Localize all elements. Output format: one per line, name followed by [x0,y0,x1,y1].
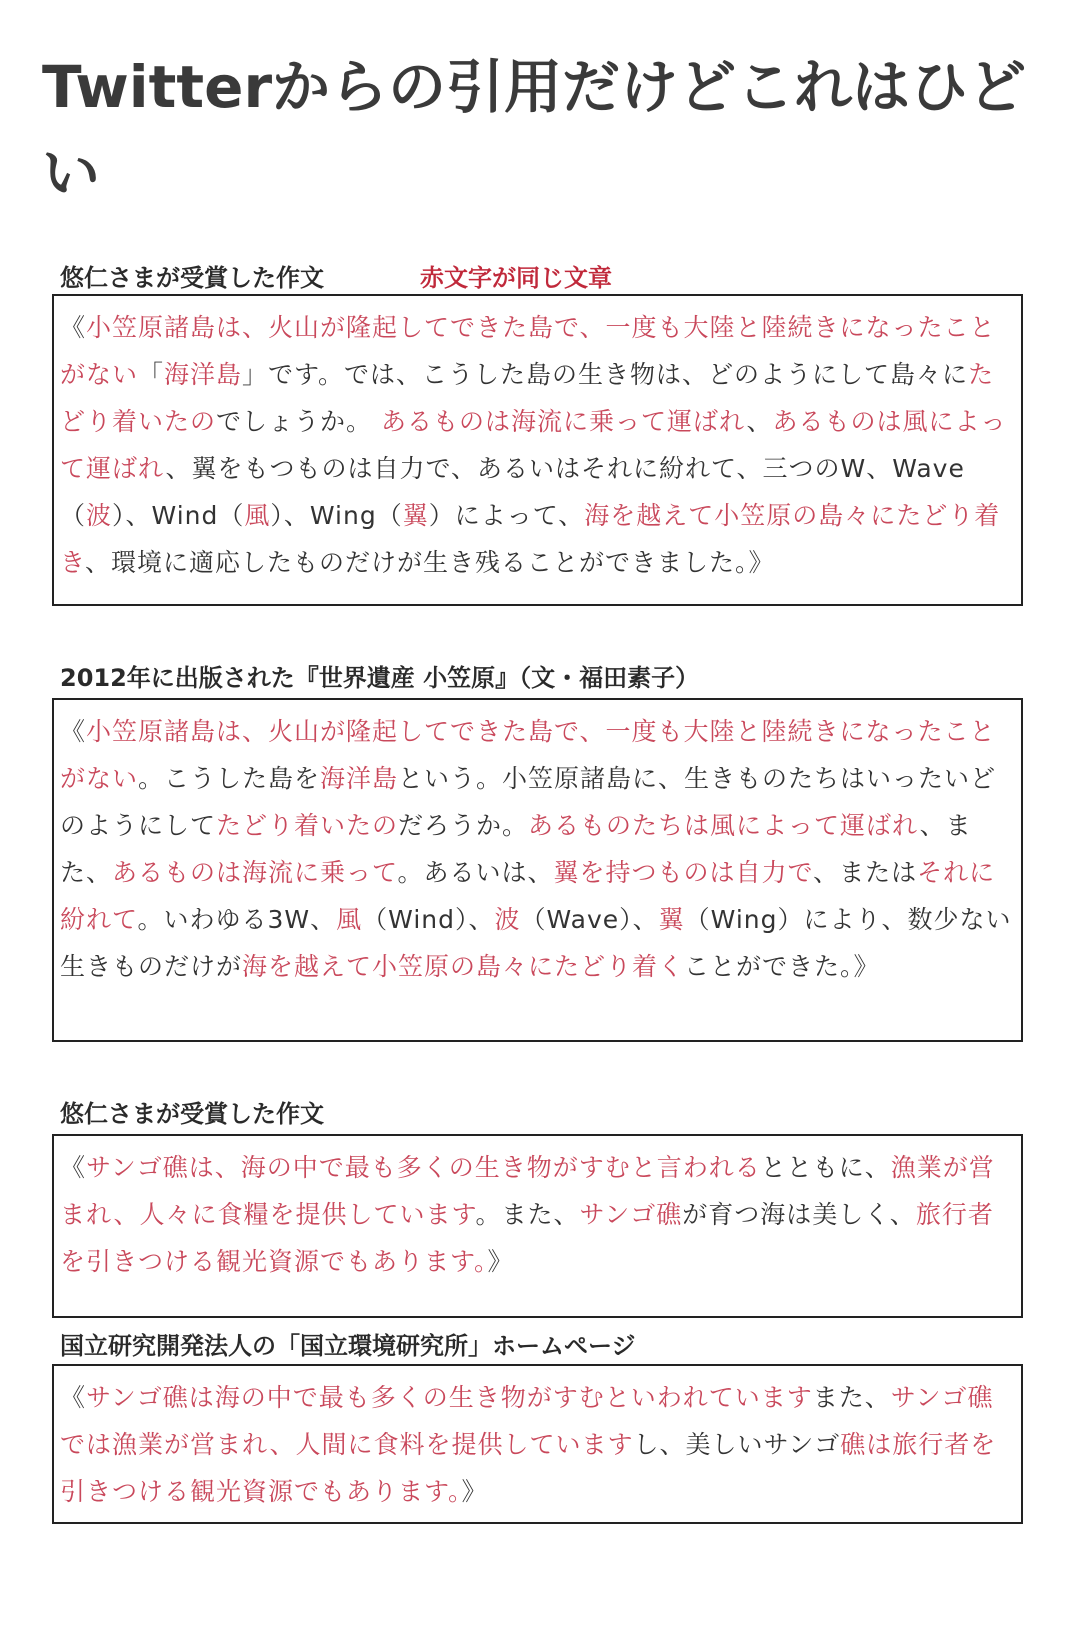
quote-text: 、 [746,407,773,436]
quote-box-prize-essay-1 [52,294,1023,606]
quote-text: 、環境に適応したものだけが生き残ることができました。》 [85,548,775,577]
highlighted-text: あるものは海流に乗って [112,858,398,887]
highlighted-text: 翼 [402,501,429,530]
quote-text: ）、Wind（ [112,501,245,530]
highlighted-text: あるものは風によって運ばれ [60,407,1007,483]
heading-prize-essay-2: 悠仁さまが受賞した作文 [60,1100,324,1128]
quote-text: ）によって、 [428,501,585,530]
annotation-same-text: 赤文字が同じ文章 [420,264,612,292]
quote-text: 《 [60,1153,87,1182]
quote-text: 》 [487,1247,514,1276]
quote-text: という。小笠原諸島に、生きものたちはいったいどのようにして [60,764,997,840]
highlighted-text: サンゴ礁では漁業が営まれ、人間に食料を提供しています [60,1383,994,1459]
highlighted-text: 礁は旅行者を引きつける観光資源でもあります。 [60,1430,997,1506]
quote-text: とともに、 [760,1153,891,1182]
quote-text: 、または [813,858,918,887]
quote-text: 。また、 [475,1200,580,1229]
quote-text: ）、Wing（ [270,501,403,530]
heading-prize-essay-1 [60,258,612,293]
highlighted-text: 風 [336,905,363,934]
highlighted-text: サンゴ礁 [579,1200,683,1229]
quote-text: 。こうした島を [138,764,321,793]
quote-box-prize-essay-2 [52,1134,1023,1318]
quote-text: 、翼をもつものは自力で、あるいはそれに紛れて、三つのW、Wave（ [60,454,965,530]
highlighted-text: それに紛れて [60,858,996,934]
highlighted-text: 小笠原諸島は、火山が隆起してできた島で、一度も大陸と陸続きになったことがない [60,313,996,389]
quote-text: 《 [60,717,87,746]
quote-box-book-source [52,698,1023,1042]
highlighted-text: 翼 [658,905,685,934]
quote-text: し、美しいサンゴ [633,1430,841,1459]
quote-text: ことができた。》 [684,952,880,981]
heading-text: 悠仁さまが受賞した作文 [60,264,324,292]
highlighted-text: 波 [494,905,521,934]
highlighted-text: サンゴ礁は海の中で最も多くの生き物がすむといわれています [86,1383,813,1412]
highlighted-text: 海洋島 [320,764,399,793]
quote-text: 」です。では、こうした島の生き物は、どのようにして島々に [242,360,969,389]
quote-text: が育つ海は美しく、 [682,1200,916,1229]
highlighted-text: 波 [86,501,113,530]
quote-text: 。あるいは、 [397,858,554,887]
post-title: Twitterからの引用だけどこれはひどい [42,53,1027,207]
highlighted-text: あるものは海流に乗って運ばれ [380,407,747,436]
highlighted-text: 翼を持つものは自力で [553,858,814,887]
quote-text: 。いわゆる3W、 [137,905,337,934]
highlighted-text: 漁業が営まれ、人々に食糧を提供しています [60,1153,995,1229]
quote-text: （Wing）により、数少ない生きものだけが [60,905,1012,981]
highlighted-text: たどり着いたの [216,811,399,840]
quote-text: （Wave）、 [520,905,659,934]
highlighted-text: 海を越えて小笠原の島々にたどり着く [242,952,685,981]
quote-text: （Wind）、 [362,905,495,934]
highlighted-text: 小笠原諸島は、火山が隆起してできた島で、一度も大陸と陸続きになったことがない [60,717,996,793]
comparison-image [52,258,1027,1598]
quote-text: だろうか。 [398,811,529,840]
quote-text: 》 [461,1477,488,1506]
highlighted-text: たどり着いたの [60,360,995,436]
highlighted-text: 海を越えて小笠原の島々にたどり着き [60,501,1001,577]
quote-box-nies-homepage [52,1364,1023,1524]
highlighted-text: あるものたちは風によって運ばれ [528,811,920,840]
quote-text: 《 [60,313,87,342]
heading-book-source: 2012年に出版された『世界遺産 小笠原』（文・福田素子） [60,664,700,692]
heading-nies-homepage: 国立研究開発法人の「国立環境研究所」ホームページ [60,1332,636,1360]
quote-text: 、また、 [60,811,972,887]
quote-text: また、 [812,1383,891,1412]
quote-text: でしょうか。 [216,407,381,436]
highlighted-text: 旅行者を引きつける観光資源でもあります。 [60,1200,994,1276]
quote-text: 「 [138,360,165,389]
highlighted-text: 風 [244,501,271,530]
highlighted-text: サンゴ礁は、海の中で最も多くの生き物がすむと言われる [86,1153,761,1182]
quote-text: 《 [60,1383,87,1412]
highlighted-text: 海洋島 [164,360,243,389]
